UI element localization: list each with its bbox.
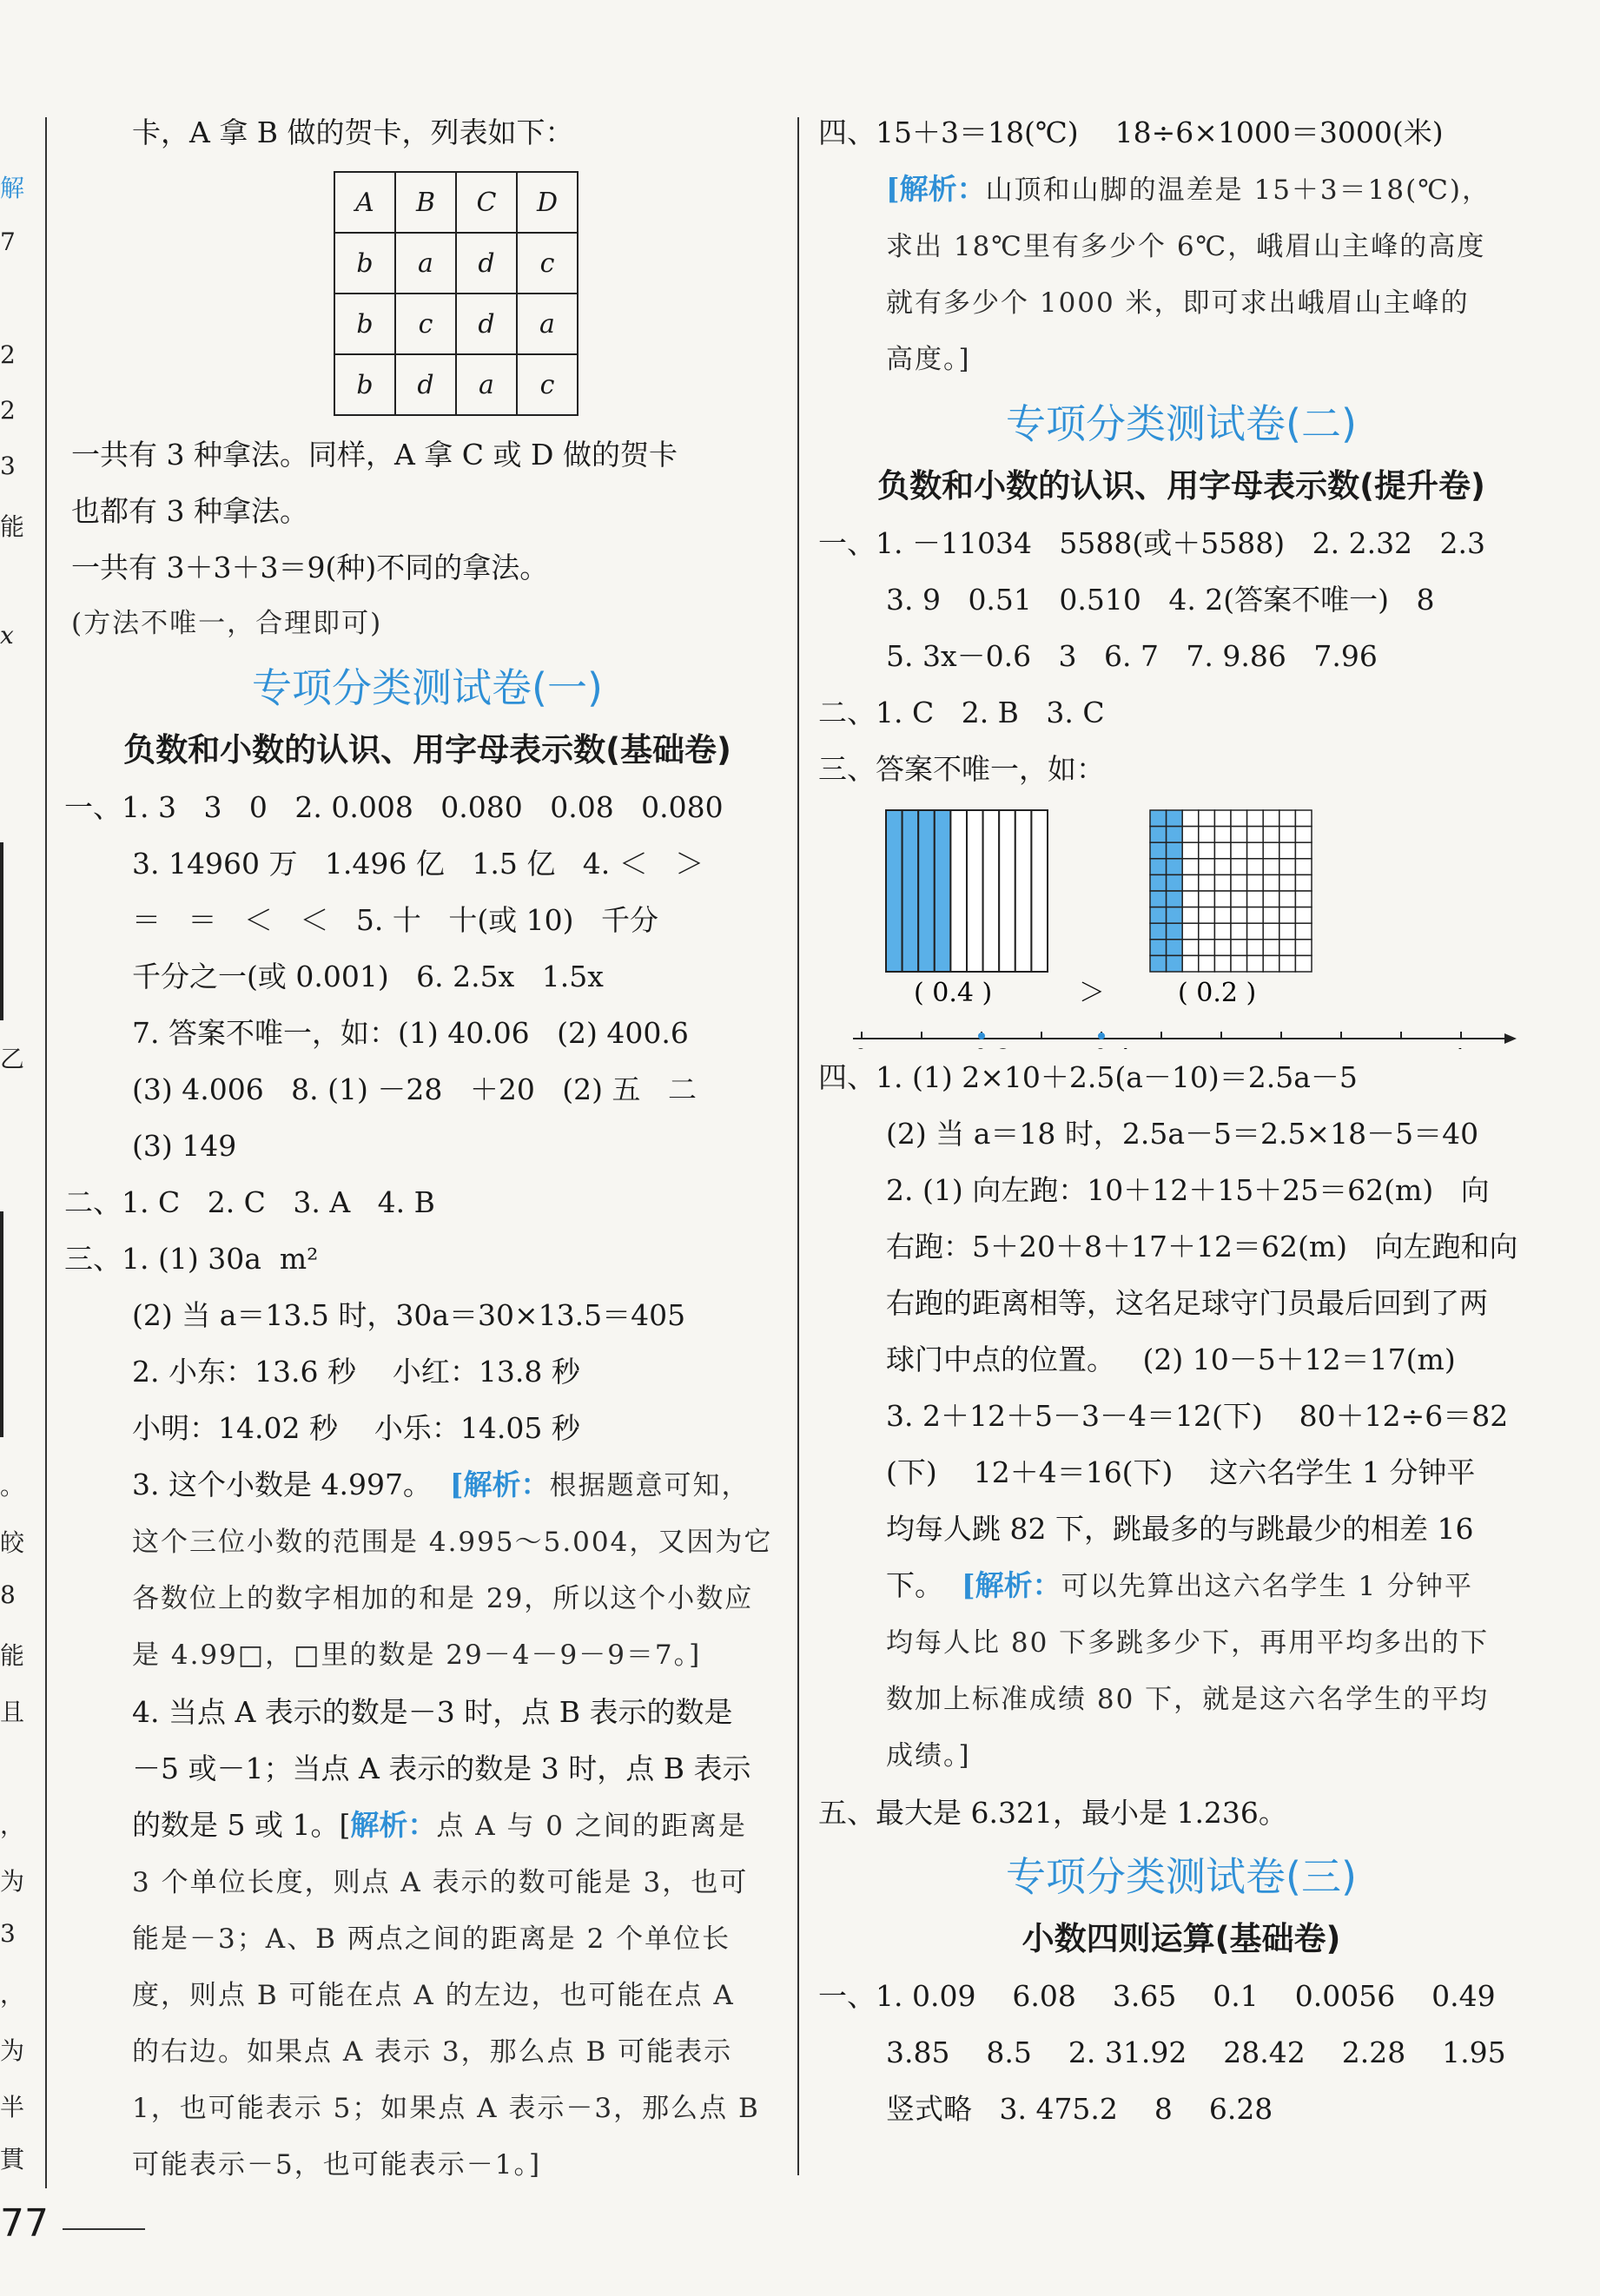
tenths-grid — [886, 810, 1048, 972]
hundredth-cell — [1295, 955, 1312, 972]
answer-line: 二、1. C 2. B 3. C — [818, 696, 1105, 729]
page-number: 77 — [0, 2201, 49, 2246]
jiexi-text: 可以先算出这六名学生 1 分钟平 — [1061, 1571, 1474, 1602]
answer-line: 三、1. (1) 30a m² — [64, 1242, 319, 1276]
hundredth-cell — [1231, 940, 1247, 956]
jiexi-line: 能是－3；A、B 两点之间的距离是 2 个单位长 — [132, 1923, 731, 1955]
card-table — [334, 171, 579, 416]
hundredth-cell — [1231, 955, 1247, 972]
section-subtitle: 小数四则运算(基础卷) — [1021, 1920, 1341, 1957]
table-row — [334, 233, 578, 294]
jiexi-line: 是 4.99□，□里的数是 29－4－9－9＝7。] — [132, 1640, 702, 1671]
edge-fragment: 能 — [0, 1641, 25, 1670]
edge-fragment: 2 — [0, 340, 16, 369]
hundredth-cell — [1231, 874, 1247, 891]
edge-fragment: 为 — [0, 1867, 25, 1896]
table-cell: d — [456, 294, 517, 354]
hundredth-cell — [1295, 940, 1312, 956]
hundredth-cell — [1247, 810, 1264, 827]
jiexi-line: 这个三位小数的范围是 4.995～5.004，又因为它 — [132, 1527, 773, 1558]
hundredth-cell — [1182, 810, 1199, 827]
hundredth-cell — [1231, 859, 1247, 875]
hundredth-cell — [1150, 842, 1167, 859]
hundredth-cell — [1231, 842, 1247, 859]
answer-line: 四、1. (1) 2×10＋2.5(a－10)＝2.5a－5 — [818, 1060, 1358, 1094]
hundredth-cell — [1295, 874, 1312, 891]
hundredth-cell — [1247, 907, 1264, 924]
hundredth-cell — [1199, 940, 1215, 956]
edge-fragment: 。 — [0, 1472, 25, 1501]
hundredth-cell — [1214, 923, 1231, 940]
section-title: 专项分类测试卷(一) — [252, 664, 603, 711]
table-row — [334, 354, 578, 415]
edge-fragment: 解 — [0, 174, 25, 202]
edge-fragment: 能 — [0, 512, 25, 541]
hundredth-cell — [1279, 874, 1296, 891]
answer-line: (3) 4.006 8. (1) －28 ＋20 (2) 五 二 — [132, 1072, 698, 1106]
hundredth-cell — [1247, 940, 1264, 956]
edge-fragment: 且 — [0, 1698, 25, 1726]
edge-fragment: x — [0, 621, 14, 650]
hundredth-cell — [1167, 842, 1183, 859]
answer-line: 2. 小东：13.6 秒 小红：13.8 秒 — [132, 1355, 580, 1389]
answer-line: (下) 12＋4＝16(下) 这六名学生 1 分钟平 — [886, 1455, 1476, 1489]
intro-note: (方法不唯一，合理即可) — [71, 608, 383, 639]
number-line-label — [973, 1044, 1012, 1049]
tenth-strip — [902, 810, 919, 972]
edge-bar — [0, 842, 3, 1020]
table-cell: b — [334, 354, 395, 415]
tenth-strip — [886, 810, 902, 972]
hundredth-cell — [1231, 907, 1247, 924]
hundredth-cell — [1150, 891, 1167, 907]
hundredth-cell — [1150, 923, 1167, 940]
table-header-cell: B — [395, 172, 456, 233]
hundredth-cell — [1247, 827, 1264, 843]
answer-line: 右跑：5＋20＋8＋17＋12＝62(m) 向左跑和向 — [886, 1230, 1518, 1263]
answer-line: 三、答案不唯一，如： — [818, 752, 1105, 786]
answer-line — [825, 161, 1537, 219]
jiexi-label: [解析： — [449, 1468, 550, 1501]
tenth-strip — [967, 810, 983, 972]
column-divider-left — [45, 117, 47, 2188]
hundredth-cell — [1167, 923, 1183, 940]
answer-line: 3. 2＋12＋5－3－4＝12(下) 80＋12÷6＝82 — [886, 1399, 1509, 1433]
section-subtitle: 负数和小数的认识、用字母表示数(提升卷) — [877, 467, 1485, 505]
edge-fragment: 8 — [0, 1580, 16, 1609]
hundredth-cell — [1214, 874, 1231, 891]
table-cell: c — [395, 294, 456, 354]
answer-text: 的数是 5 或 1。[ — [132, 1808, 351, 1842]
intro-line: 一共有 3＋3＋3＝9(种)不同的拿法。 — [71, 551, 549, 584]
page-number-rule — [63, 2228, 145, 2230]
hundredth-cell — [1167, 907, 1183, 924]
intro-line: 卡，A 拿 B 做的贺卡，列表如下： — [132, 115, 574, 149]
decimal-grid-figure — [825, 797, 1537, 1049]
edge-fragment: 皎 — [0, 1528, 25, 1557]
hundredth-cell — [1214, 891, 1231, 907]
hundredth-cell — [1182, 940, 1199, 956]
edge-fragment: 半 — [0, 2093, 25, 2121]
hundredth-cell — [1150, 940, 1167, 956]
jiexi-text: 根据题意可知， — [549, 1470, 750, 1501]
tenth-strip — [1031, 810, 1048, 972]
hundredth-cell — [1214, 907, 1231, 924]
hundredth-cell — [1247, 923, 1264, 940]
jiexi-label: [解析： — [886, 172, 986, 206]
hundredth-cell — [1182, 842, 1199, 859]
jiexi-label: 解析： — [350, 1808, 437, 1842]
hundredth-cell — [1167, 810, 1183, 827]
hundredth-cell — [1263, 874, 1279, 891]
hundredth-cell — [1199, 859, 1215, 875]
table-header-cell: A — [334, 172, 395, 233]
jiexi-line: 1，也可能表示 5；如果点 A 表示－3，那么点 B — [132, 2093, 760, 2124]
hundredth-cell — [1231, 810, 1247, 827]
hundredths-grid — [1150, 810, 1312, 972]
edge-fragment: ， — [0, 1980, 25, 2009]
hundredth-cell — [1279, 810, 1296, 827]
edge-fragment: 为 — [0, 2036, 25, 2065]
edge-bar — [0, 1211, 3, 1437]
edge-fragment: 3 — [0, 452, 16, 480]
hundredth-cell — [1199, 923, 1215, 940]
hundredth-cell — [1150, 810, 1167, 827]
answer-line: (3) 149 — [132, 1129, 237, 1163]
hundredth-cell — [1182, 859, 1199, 875]
hundredth-cell — [1231, 827, 1247, 843]
jiexi-line: 均每人比 80 下多跳多少下，再用平均多出的下 — [886, 1627, 1490, 1659]
hundredth-cell — [1214, 859, 1231, 875]
hundredth-cell — [1279, 827, 1296, 843]
hundredth-cell — [1263, 923, 1279, 940]
jiexi-line: 可能表示－5，也可能表示－1。] — [132, 2149, 542, 2181]
answer-line: 二、1. C 2. C 3. A 4. B — [64, 1185, 435, 1219]
answer-line: 4. 当点 A 表示的数是－3 时，点 B 表示的数是 — [132, 1695, 733, 1729]
hundredth-cell — [1279, 859, 1296, 875]
hundredth-cell — [1279, 842, 1296, 859]
edge-fragment: 3 — [0, 1919, 16, 1948]
table-cell: b — [334, 294, 395, 354]
number-line-arrow — [1504, 1033, 1517, 1044]
tenth-strip — [1015, 810, 1032, 972]
table-cell: d — [395, 354, 456, 415]
section-title: 专项分类测试卷(三) — [1006, 1853, 1357, 1900]
answer-line: 3.85 8.5 2. 31.92 28.42 2.28 1.95 — [886, 2035, 1506, 2069]
hundredth-cell — [1263, 842, 1279, 859]
hundredth-cell — [1247, 955, 1264, 972]
column-divider-middle — [797, 117, 799, 2175]
answer-line: 一、1. －11034 5588(或＋5588) 2. 2.32 2.3 — [818, 526, 1486, 560]
hundredth-cell — [1182, 891, 1199, 907]
table-row — [334, 294, 578, 354]
table-cell: d — [456, 233, 517, 294]
hundredth-cell — [1295, 842, 1312, 859]
hundredth-cell — [1295, 827, 1312, 843]
hundredth-cell — [1279, 891, 1296, 907]
answer-line: 四、15＋3＝18(℃) 18÷6×1000＝3000(米) — [818, 115, 1444, 149]
answer-line: 小明：14.02 秒 小乐：14.05 秒 — [132, 1411, 580, 1445]
answer-line — [71, 1797, 783, 1855]
answer-line: 5. 3x－0.6 3 6. 7 7. 9.86 7.96 — [886, 639, 1378, 673]
number-line-label — [853, 1044, 869, 1049]
answer-text: 下。 — [886, 1568, 962, 1602]
hundredth-cell — [1167, 859, 1183, 875]
hundredth-cell — [1199, 874, 1215, 891]
jiexi-text: 点 A 与 0 之间的距离是 — [436, 1811, 747, 1842]
jiexi-label: [解析： — [961, 1568, 1061, 1602]
section-subtitle: 负数和小数的认识、用字母表示数(基础卷) — [123, 731, 731, 769]
hundredth-cell — [1182, 955, 1199, 972]
tenth-strip — [918, 810, 935, 972]
edge-fragment: ， — [0, 1811, 25, 1839]
hundredth-cell — [1150, 955, 1167, 972]
answer-line: 五、最大是 6.321，最小是 1.236。 — [818, 1796, 1287, 1830]
answer-line: 3. 14960 万 1.496 亿 1.5 亿 4. ＜ ＞ — [132, 847, 704, 881]
jiexi-line: 就有多少个 1000 米，即可求出峨眉山主峰的 — [886, 287, 1470, 319]
hundredth-cell — [1167, 827, 1183, 843]
hundredth-cell — [1279, 940, 1296, 956]
answer-line: (2) 当 a＝18 时，2.5a－5＝2.5×18－5＝40 — [886, 1117, 1479, 1151]
hundredth-cell — [1295, 810, 1312, 827]
hundredth-cell — [1263, 891, 1279, 907]
tenth-strip — [999, 810, 1015, 972]
hundredth-cell — [1167, 940, 1183, 956]
answer-line: 千分之一(或 0.001) 6. 2.5x 1.5x — [132, 960, 604, 993]
section-title: 专项分类测试卷(二) — [1006, 400, 1357, 447]
jiexi-line: 度，则点 B 可能在点 A 的左边，也可能在点 A — [132, 1980, 735, 2011]
hundredth-cell — [1231, 923, 1247, 940]
left-grid-label: ( 0.4 ) — [914, 978, 993, 1008]
hundredth-cell — [1150, 827, 1167, 843]
hundredth-cell — [1199, 955, 1215, 972]
right-column — [818, 104, 1537, 2137]
table-cell: c — [517, 233, 578, 294]
answer-line: 一、1. 3 3 0 2. 0.008 0.080 0.08 0.080 — [64, 790, 724, 824]
hundredth-cell — [1182, 907, 1199, 924]
number-line-point — [978, 1033, 985, 1039]
hundredth-cell — [1182, 827, 1199, 843]
table-cell: b — [334, 233, 395, 294]
hundredth-cell — [1167, 891, 1183, 907]
hundredth-cell — [1295, 907, 1312, 924]
hundredth-cell — [1214, 810, 1231, 827]
jiexi-text: 山顶和山脚的温差是 15＋3＝18(℃)， — [985, 175, 1491, 206]
number-line-point — [1098, 1033, 1105, 1039]
hundredth-cell — [1295, 923, 1312, 940]
hundredth-cell — [1182, 923, 1199, 940]
hundredth-cell — [1263, 955, 1279, 972]
table-header-cell: D — [517, 172, 578, 233]
number-line-label — [1452, 1044, 1468, 1049]
answer-line: 3. 9 0.51 0.510 4. 2(答案不唯一) 8 — [886, 583, 1435, 617]
hundredth-cell — [1263, 940, 1279, 956]
jiexi-line: 成绩。] — [886, 1740, 971, 1771]
tenth-strip — [983, 810, 1000, 972]
answer-line — [71, 1456, 783, 1514]
hundredth-cell — [1199, 842, 1215, 859]
hundredth-cell — [1167, 874, 1183, 891]
answer-line: 一、1. 0.09 6.08 3.65 0.1 0.0056 0.49 — [818, 1979, 1496, 2013]
table-header-row — [334, 172, 578, 233]
table-cell: c — [517, 354, 578, 415]
edge-fragment: 乙 — [0, 1045, 25, 1073]
table-header-cell: C — [456, 172, 517, 233]
tenth-strip — [950, 810, 967, 972]
hundredth-cell — [1279, 923, 1296, 940]
hundredth-cell — [1150, 874, 1167, 891]
hundredth-cell — [1182, 874, 1199, 891]
hundredth-cell — [1214, 955, 1231, 972]
hundredth-cell — [1199, 827, 1215, 843]
answer-line: 2. (1) 向左跑：10＋12＋15＋25＝62(m) 向 — [886, 1173, 1490, 1207]
answer-line: 右跑的距离相等，这名足球守门员最后回到了两 — [886, 1286, 1488, 1320]
hundredth-cell — [1199, 907, 1215, 924]
answer-line — [825, 1557, 1537, 1615]
hundredth-cell — [1214, 842, 1231, 859]
tenth-strip — [935, 810, 951, 972]
jiexi-line: 求出 18℃里有多少个 6℃，峨眉山主峰的高度 — [886, 231, 1486, 262]
hundredth-cell — [1231, 891, 1247, 907]
hundredth-cell — [1279, 955, 1296, 972]
edge-fragment: 2 — [0, 396, 16, 425]
answer-line: 竖式略 3. 475.2 8 6.28 — [886, 2092, 1273, 2126]
jiexi-line: 高度。] — [886, 344, 971, 375]
hundredth-cell — [1167, 955, 1183, 972]
hundredth-cell — [1150, 907, 1167, 924]
edge-fragment: 貫 — [0, 2145, 25, 2174]
hundredth-cell — [1263, 907, 1279, 924]
hundredth-cell — [1247, 874, 1264, 891]
intro-line: 一共有 3 种拿法。同样，A 拿 C 或 D 做的贺卡 — [71, 438, 678, 472]
intro-line: 也都有 3 种拿法。 — [71, 494, 308, 528]
hundredth-cell — [1295, 891, 1312, 907]
hundredth-cell — [1279, 907, 1296, 924]
hundredth-cell — [1263, 810, 1279, 827]
edge-fragment: 7 — [0, 228, 16, 256]
answer-line: ＝ ＝ ＜ ＜ 5. 十 十(或 10) 千分 — [132, 903, 659, 937]
compare-symbol: ＞ — [1079, 978, 1105, 1008]
jiexi-line: 各数位上的数字相加的和是 29，所以这个小数应 — [132, 1583, 754, 1614]
answer-line: (2) 当 a＝13.5 时，30a＝30×13.5＝405 — [132, 1298, 686, 1332]
answer-line: 7. 答案不唯一，如：(1) 40.06 (2) 400.6 — [132, 1016, 689, 1050]
table-cell: a — [395, 233, 456, 294]
hundredth-cell — [1199, 891, 1215, 907]
hundredth-cell — [1199, 810, 1215, 827]
hundredth-cell — [1150, 859, 1167, 875]
jiexi-line: 3 个单位长度，则点 A 表示的数可能是 3，也可 — [132, 1867, 749, 1898]
hundredth-cell — [1214, 940, 1231, 956]
right-grid-label: ( 0.2 ) — [1178, 978, 1257, 1008]
hundredth-cell — [1214, 827, 1231, 843]
answer-line: 球门中点的位置。 (2) 10－5＋12＝17(m) — [886, 1343, 1456, 1376]
hundredth-cell — [1295, 859, 1312, 875]
table-cell: a — [517, 294, 578, 354]
answer-line: －5 或－1；当点 A 表示的数是 3 时，点 B 表示 — [132, 1752, 751, 1785]
hundredth-cell — [1263, 859, 1279, 875]
number-line — [853, 1032, 1517, 1049]
jiexi-line: 数加上标准成绩 80 下，就是这六名学生的平均 — [886, 1684, 1490, 1715]
hundredth-cell — [1247, 842, 1264, 859]
hundredth-cell — [1263, 827, 1279, 843]
answer-line: 均每人跳 82 下，跳最多的与跳最少的相差 16 — [886, 1512, 1474, 1546]
number-line-label — [1093, 1044, 1132, 1049]
left-column — [64, 104, 783, 2194]
left-edge-fragments — [0, 0, 24, 2188]
jiexi-line: 的右边。如果点 A 表示 3，那么点 B 可能表示 — [132, 2036, 733, 2068]
hundredth-cell — [1247, 859, 1264, 875]
hundredth-cell — [1247, 891, 1264, 907]
decimal-figures — [825, 797, 1537, 1049]
answer-text: 3. 这个小数是 4.997。 — [132, 1468, 450, 1501]
table-cell: a — [456, 354, 517, 415]
